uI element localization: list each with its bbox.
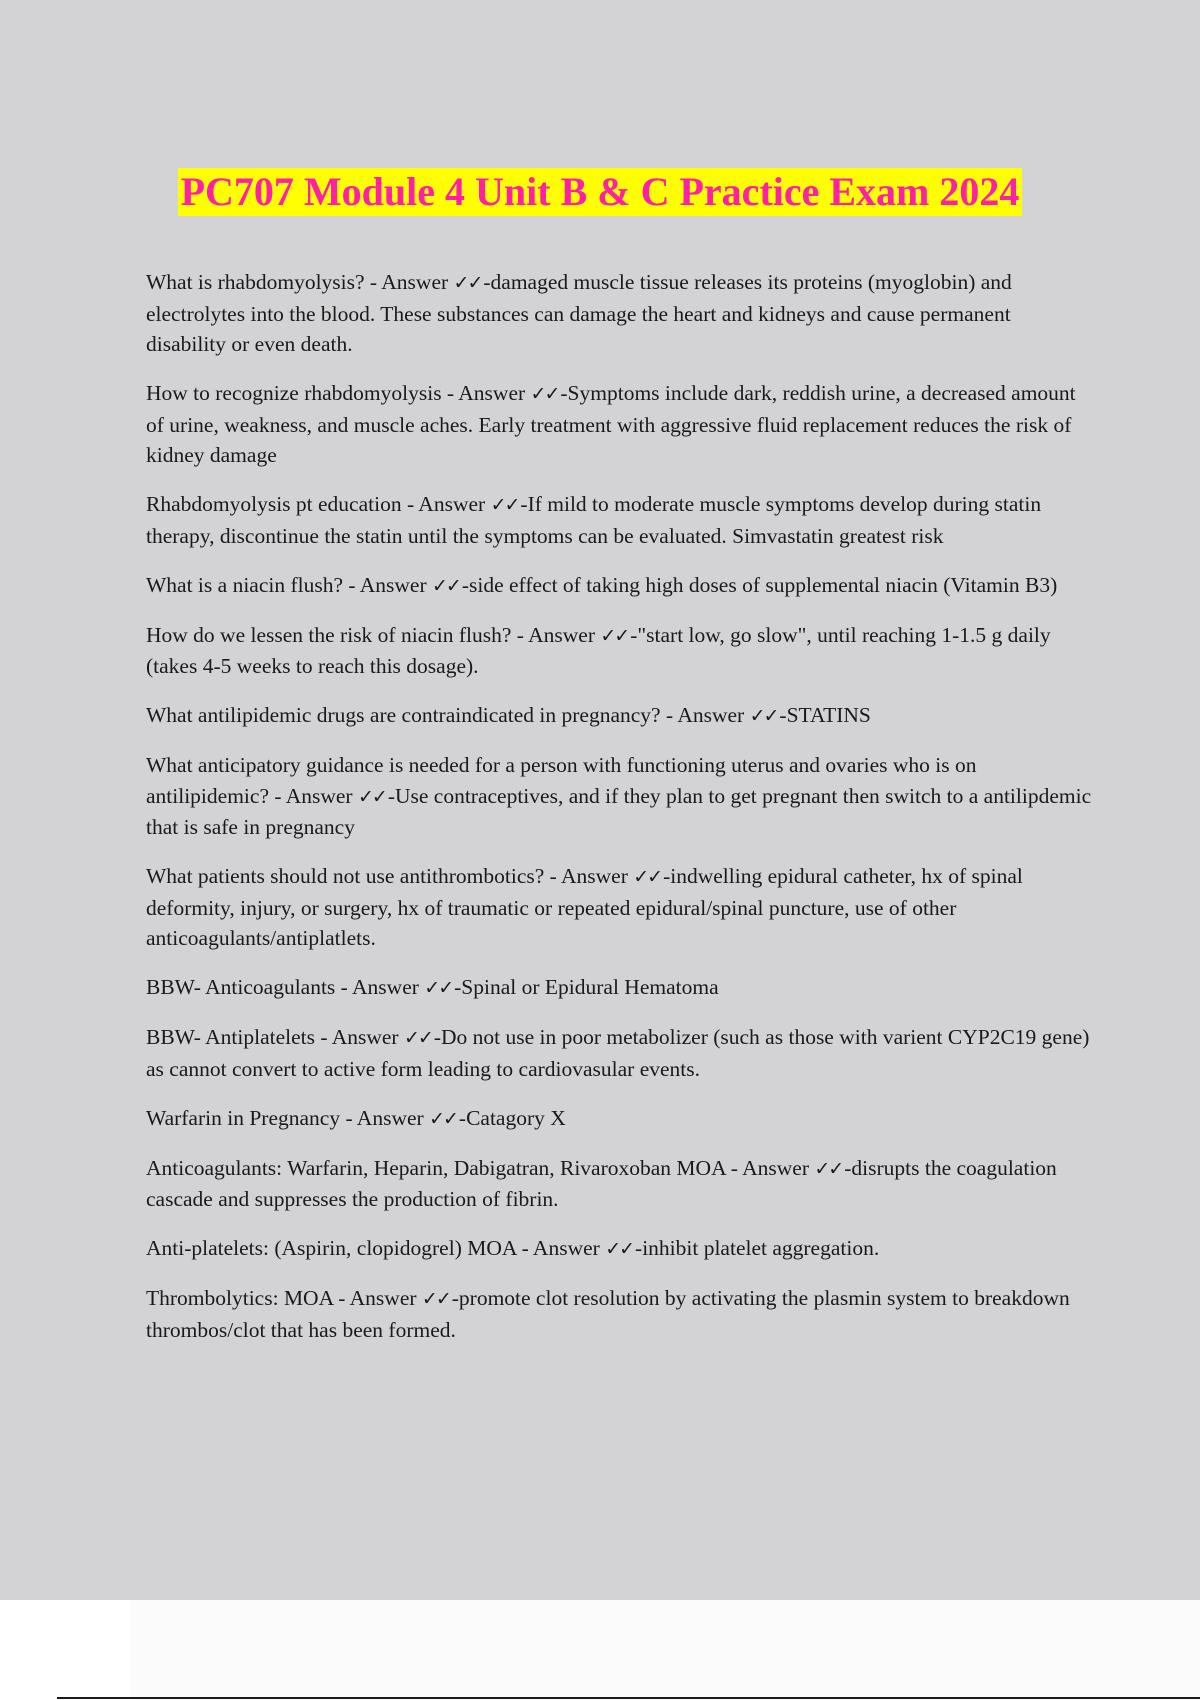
qa-item — [146, 972, 1096, 1004]
double-check-icon: ✓✓ — [530, 383, 559, 405]
qa-item — [146, 378, 1096, 471]
question-text: How to recognize rhabdomyolysis - Answer — [146, 381, 531, 405]
question-text: What is rhabdomyolysis? - Answer — [146, 270, 454, 294]
answer-text: -disrupts the coagulation cascade and suppresses the production of fibrin. — [146, 1155, 1057, 1211]
question-text: BBW- Antiplatelets - Answer — [146, 1025, 404, 1049]
answer-text: -If mild to moderate muscle symptoms develop during statin therapy, discontinue the statin until the symptoms can be evaluated. Simvastatin greatest risk — [146, 492, 1042, 548]
double-check-icon: ✓✓ — [490, 494, 519, 516]
question-text: How do we lessen the risk of niacin flush? - Answer — [146, 622, 601, 647]
double-check-icon: ✓✓ — [814, 1157, 843, 1180]
answer-text: -damaged muscle tissue releases its proteins (myoglobin) and electrolytes into the blood. These substances can damage the heart and kidneys and cause permanent disability or even death. — [146, 270, 1012, 356]
page-title: PC707 Module 4 Unit B & C Practice Exam 2024 — [178, 168, 1023, 216]
question-text: Warfarin in Pregnancy - Answer — [146, 1105, 430, 1130]
footer-rule — [57, 1697, 1200, 1699]
double-check-icon: ✓✓ — [605, 1238, 634, 1260]
qa-list — [146, 267, 1096, 1364]
double-check-icon: ✓✓ — [633, 866, 662, 888]
answer-text: -Catagory X — [458, 1105, 566, 1130]
answer-text: -promote clot resolution by activating the plasmin system to breakdown thrombos/clot that has been formed. — [146, 1286, 1070, 1342]
qa-item — [146, 267, 1096, 360]
qa-item — [146, 1153, 1096, 1215]
qa-item — [146, 489, 1096, 551]
question-text: Thrombolytics: MOA - Answer — [146, 1286, 422, 1310]
double-check-icon: ✓✓ — [453, 272, 482, 294]
answer-text: -Symptoms include dark, reddish urine, a decreased amount of urine, weakness, and muscle aches. Early treatment with aggressive fluid replacement reduces the risk of kidney damage — [146, 381, 1076, 467]
double-check-icon: ✓✓ — [357, 785, 386, 808]
double-check-icon: ✓✓ — [432, 574, 460, 597]
double-check-icon: ✓✓ — [749, 705, 778, 727]
question-text: BBW- Anticoagulants - Answer — [146, 975, 425, 999]
qa-item — [146, 1283, 1096, 1345]
answer-text: -STATINS — [779, 703, 871, 727]
qa-item — [146, 1022, 1096, 1084]
qa-item — [146, 750, 1096, 843]
qa-item — [146, 570, 1096, 602]
answer-text: -inhibit platelet aggregation. — [635, 1236, 880, 1260]
answer-text: -"start low, go slow", until reaching 1-1.5 g daily (takes 4-5 weeks to reach this dosage). — [146, 622, 1051, 678]
double-check-icon: ✓✓ — [403, 1027, 432, 1049]
question-text: What anticipatory guidance is needed for a person with functioning uterus and ovaries who is on antilipidemic? - Answer — [146, 753, 977, 808]
question-text: What patients should not use antithrombotics? - Answer — [146, 864, 634, 888]
question-text: Anti-platelets: (Aspirin, clopidogrel) MOA - Answer — [146, 1236, 606, 1260]
qa-item — [146, 620, 1096, 682]
qa-item — [146, 1233, 1096, 1265]
double-check-icon: ✓✓ — [421, 1288, 450, 1310]
question-text: What is a niacin flush? - Answer — [146, 572, 432, 597]
double-check-icon: ✓✓ — [600, 624, 629, 647]
title-wrap — [0, 168, 1200, 216]
qa-item — [146, 1103, 1096, 1135]
qa-item — [146, 700, 1096, 732]
answer-text: -Spinal or Epidural Hematoma — [454, 975, 719, 999]
answer-text: -indwelling epidural catheter, hx of spinal deformity, injury, or surgery, hx of traumatic or repeated epidural/spinal puncture, use of other anticoagulants/antiplatlets. — [146, 864, 1023, 950]
qa-item — [146, 861, 1096, 954]
question-text: Rhabdomyolysis pt education - Answer — [146, 492, 491, 516]
answer-text: -Do not use in poor metabolizer (such as those with varient CYP2C19 gene) as cannot convert to active form leading to cardiovasular events. — [146, 1025, 1090, 1081]
question-text: Anticoagulants: Warfarin, Heparin, Dabigatran, Rivaroxoban MOA - Answer — [146, 1155, 815, 1180]
double-check-icon: ✓✓ — [424, 977, 453, 999]
question-text: What antilipidemic drugs are contraindicated in pregnancy? - Answer — [146, 703, 750, 727]
answer-text: -side effect of taking high doses of supplemental niacin (Vitamin B3) — [461, 572, 1058, 597]
double-check-icon: ✓✓ — [429, 1107, 457, 1130]
answer-text: -Use contraceptives, and if they plan to get pregnant then switch to a antilipdemic that is safe in pregnancy — [146, 783, 1092, 839]
page-gap — [130, 1600, 1200, 1700]
